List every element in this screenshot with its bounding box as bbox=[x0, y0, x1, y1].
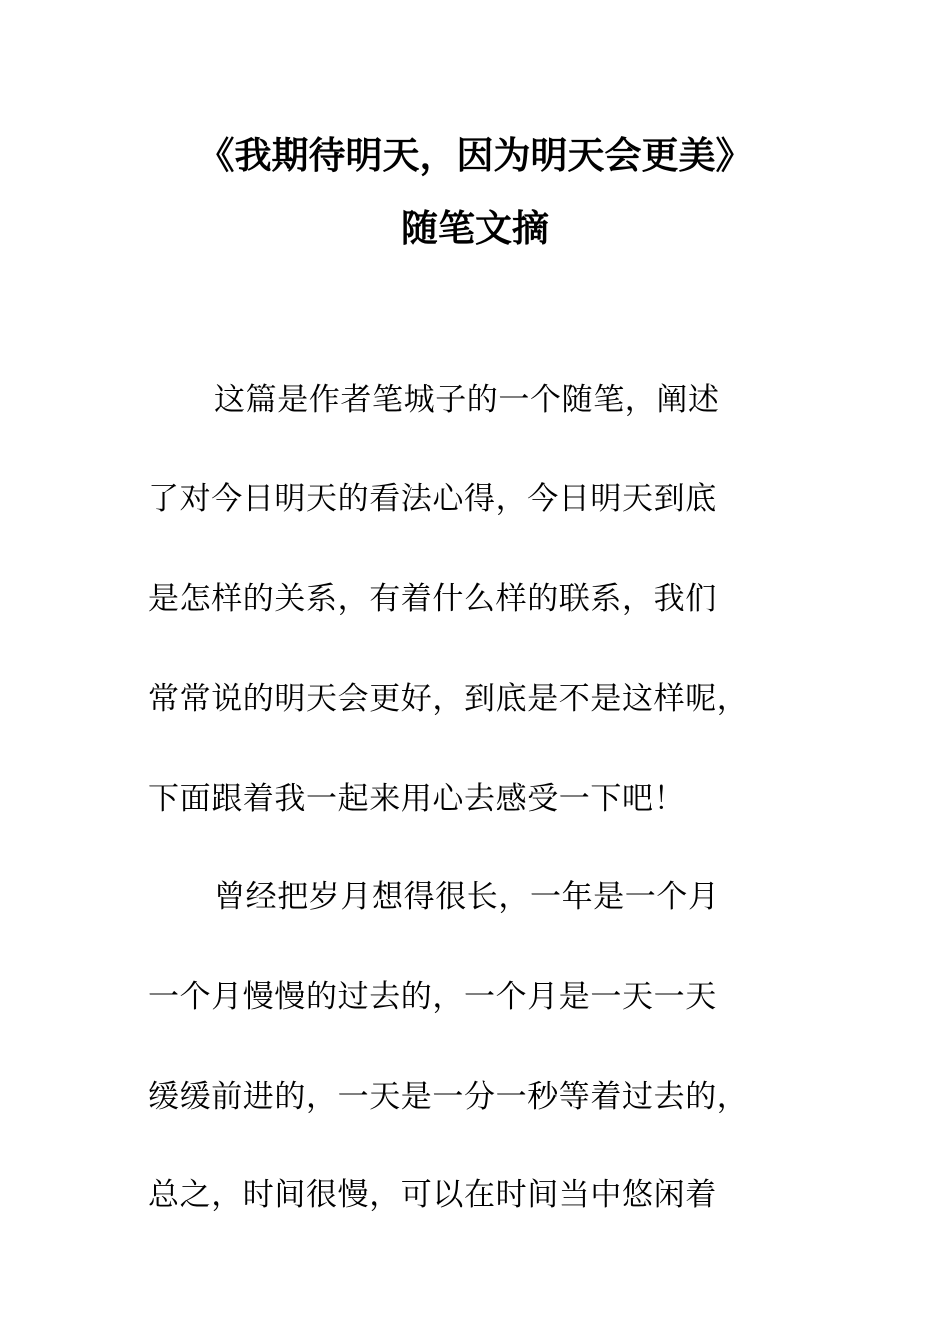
paragraph-2-line-1: 曾经把岁月想得很长，一年是一个月 bbox=[214, 879, 720, 915]
paragraph-2-line-2: 一个月慢慢的过去的，一个月是一天一天 bbox=[148, 979, 717, 1015]
paragraph-1-line-5: 下面跟着我一起来用心去感受一下吧！ bbox=[148, 781, 686, 817]
paragraph-2-line-3: 缓缓前进的，一天是一分一秒等着过去的， bbox=[148, 1079, 749, 1115]
document-subtitle: 随笔文摘 bbox=[401, 206, 549, 250]
paragraph-1-line-1: 这篇是作者笔城子的一个随笔，阐述 bbox=[214, 382, 720, 418]
paragraph-1-line-3: 是怎样的关系，有着什么样的联系，我们 bbox=[148, 581, 717, 617]
paragraph-2-line-4: 总之，时间很慢，可以在时间当中悠闲着 bbox=[148, 1177, 717, 1213]
paragraph-1-line-2: 了对今日明天的看法心得，今日明天到底 bbox=[148, 481, 717, 517]
paragraph-1-line-4: 常常说的明天会更好，到底是不是这样呢， bbox=[148, 681, 749, 717]
document-title: 《我期待明天，因为明天会更美》 bbox=[197, 133, 753, 177]
